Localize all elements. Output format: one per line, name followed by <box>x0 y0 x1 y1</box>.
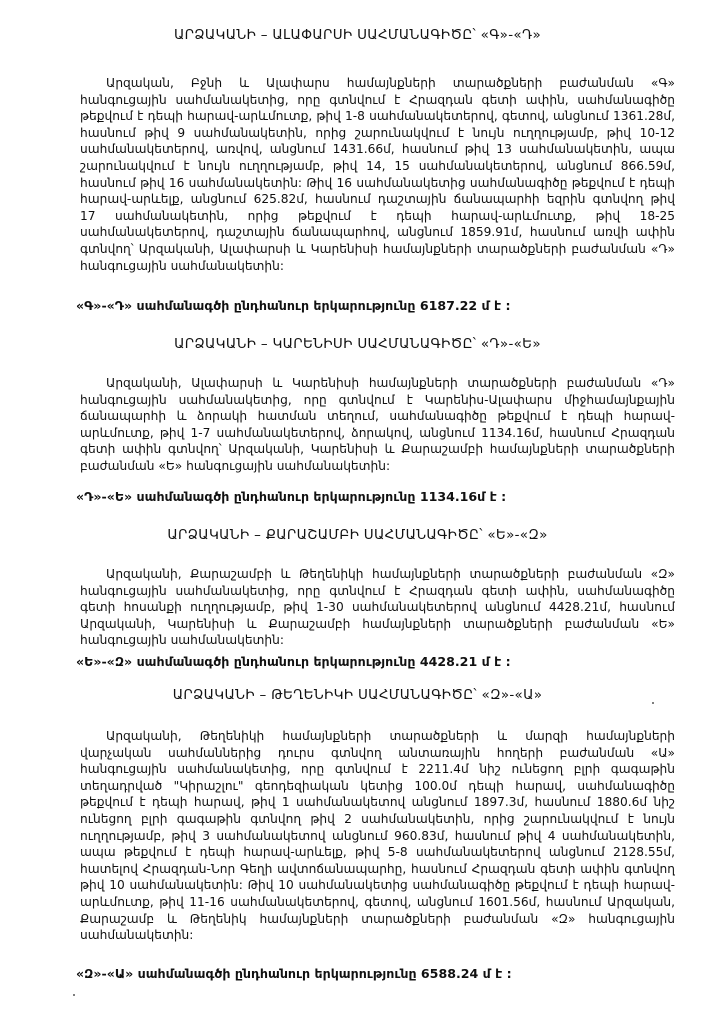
scan-speck <box>652 702 654 704</box>
paragraph-line: 17 սահմանակետին, որից թեքվում է դեպի հարավ-արևմուտք, թիվ 18-25 <box>80 208 675 223</box>
section-heading-e-z: ԱՐՁԱԿԱՆԻ – ՔԱՐԱՇԱՄԲԻ ՍԱՀՄԱՆԱԳԻԾԸ՝ «Ե»-«Զ» <box>167 527 548 543</box>
paragraph-line: սահմանակետին: <box>80 928 194 943</box>
paragraph-line: հասնում թիվ 9 սահմանակետին, որից շարունակվում է նույն ուղղությամբ, թիվ 10-12 <box>80 125 675 140</box>
paragraph-line: թեքվում է դեպի հարավ, թիվ 1 սահմանակետով անցնում 1897.3մ, հասնում 1880.6մ նիշ <box>80 795 675 810</box>
paragraph-line: գետի հոսանքի ուղղությամբ, թիվ 1-30 սահմանակետերով անցնում 4428.21մ, հասնում <box>80 600 675 615</box>
section-heading-d-e: ԱՐՁԱԿԱՆԻ – ԿԱՐԵՆԻՍԻ ՍԱՀՄԱՆԱԳԻԾԸ՝ «Դ»-«Ե» <box>174 336 541 352</box>
paragraph-line: հանգուցային սահմանակետին: <box>80 258 284 273</box>
paragraph-line: Արզականի, Կարենիսի և Քարաշամբի համայնքների տարածքների բաժանման «Ե» <box>80 616 675 631</box>
paragraph-line: հանգուցային սահմանակետից, որը գտնվում է Կարենիս-Ալափարս միջհամայնքային <box>80 392 675 407</box>
section-total-length-d-e: «Դ»-«Ե» սահմանագծի ընդհանուր երկարությունը 1134.16մ է : <box>76 489 507 504</box>
section-paragraph-g-d <box>80 75 675 274</box>
paragraph-line: հանգուցային սահմանակետին: <box>80 633 284 648</box>
paragraph-line: տեղադրված "Կիրաշլու" գեոդեզիական կետից 100.0մ դեպի հարավ, սահմանագիծը <box>80 778 675 793</box>
paragraph-line: Արզական, Բջնի և Ալափարս համայնքների տարածքների բաժանման «Գ» <box>106 76 675 90</box>
paragraph-line: վարչական սահմաններից դուրս գտնվող անտառային հողերի բաժանման «Ա» <box>80 745 675 760</box>
paragraph-line: արևմուտք, թիվ 11-16 սահմանակետերով, գետով, անցնում 1601.56մ, հասնում Արզական, <box>80 894 675 909</box>
section-paragraph-d-e <box>80 375 675 475</box>
paragraph-line: գետի ափին գտնվող՝ Արզականի, Կարենիսի և Քարաշամբի համայնքների տարածքների <box>80 442 675 457</box>
paragraph-line: Արզականի, Թեղենիկի համայնքների տարածքների և մարզի համայնքների <box>106 729 675 743</box>
paragraph-line: սահմանակետերով, դաշտային ճանապարհով, անցնում 1859.91մ, հասնում առվի ափին <box>80 225 675 240</box>
paragraph-line: հանգուցային սահմանակետից, որը գտնվում է 2211.4մ նիշ ունեցող բլրի գագաթին <box>80 762 675 777</box>
section-total-length-g-d: «Գ»-«Դ» սահմանագծի ընդհանուր երկարությունը 6187.22 մ է : <box>76 298 511 313</box>
section-total-length-e-z: «Ե»-«Զ» սահմանագծի ընդհանուր երկարությունը 4428.21 մ է : <box>76 654 511 669</box>
section-heading-z-a: ԱՐՁԱԿԱՆԻ – ԹԵՂԵՆԻԿԻ ՍԱՀՄԱՆԱԳԻԾԸ՝ «Զ»-«Ա» <box>172 687 543 703</box>
paragraph-line: հարավ-արևելք, անցնում 625.82մ, հասնում դաշտային ճանապարհի եզրին գտնվող թիվ <box>80 192 675 207</box>
paragraph-line: թիվ 10 սահմանակետին: Թիվ 10 սահմանակետից սահմանագիծը թեքվում է դեպի հարավ- <box>80 878 675 893</box>
paragraph-line: Արզականի, Քարաշամբի և Թեղենիկի համայնքների տարածքների բաժանման «Զ» <box>106 567 675 581</box>
paragraph-line: սահմանակետերով, առվով, անցնում 1431.66մ, հասնում թիվ 13 սահմանակետին, ապա <box>80 142 675 157</box>
section-heading-g-d: ԱՐՁԱԿԱՆԻ – ԱԼԱՓԱՐՍԻ ՍԱՀՄԱՆԱԳԻԾԸ՝ «Գ»-«Դ» <box>173 27 542 43</box>
section-paragraph-e-z <box>80 566 675 649</box>
section-total-length-z-a: «Զ»-«Ա» սահմանագծի ընդհանուր երկարությունը 6588.24 մ է : <box>76 966 512 981</box>
paragraph-line: բաժանման «Ե» հանգուցային սահմանակետին: <box>80 458 391 473</box>
paragraph-line: արևմուտք, թիվ 1-7 սահմանակետերով, ձորակով, անցնում 1134.16մ, հասնում Հրազդան <box>80 425 675 440</box>
paragraph-line: ունեցող բլրի գագաթին գտնվող թիվ 2 սահմանակետին, որից շարունակվում է նույն <box>80 811 675 826</box>
paragraph-line: թեքվում է դեպի հարավ-արևմուտք, թիվ 1-8 սահմանակետերով, գետով, անցնում 1361.28մ, <box>80 109 675 124</box>
paragraph-line: հանգուցային սահմանակետից, որը գտնվում է Հրազդան գետի ափին, սահմանագիծը <box>80 92 675 107</box>
section-paragraph-z-a <box>80 728 675 944</box>
paragraph-line: Քարաշամբ և Թեղենիկ համայնքների տարածքների բաժանման «Զ» հանգուցային <box>80 911 675 926</box>
paragraph-line: հանգուցային սահմանակետից, որը գտնվում է Հրազդան գետի ափին, սահմանագիծը <box>80 583 675 598</box>
paragraph-line: հատելով Հրազդան-Նոր Գեղի ավտոճանապարհը, հասնում Հրազդան գետի ափին գտնվող <box>80 861 675 876</box>
paragraph-line: գտնվող՝ Արզականի, Ալափարսի և Կարենիսի համայնքների տարածքների բաժանման «Դ» <box>80 241 675 256</box>
paragraph-line: ապա թեքվում է դեպի հարավ-արևելք, թիվ 5-8 սահմանակետերով անցնում 2128.55մ, <box>80 845 675 860</box>
paragraph-line: ճանապարհի և ձորակի հատման տեղում, սահմանագիծը թեքվում է դեպի հարավ- <box>80 409 675 424</box>
scan-speck <box>73 994 75 996</box>
paragraph-line: Արզականի, Ալափարսի և Կարենիսի համայնքների տարածքների բաժանման «Դ» <box>106 376 675 390</box>
paragraph-line: հասնում թիվ 16 սահմանակետին: Թիվ 16 սահմանակետից սահմանագիծը թեքվում է դեպի <box>80 175 675 190</box>
paragraph-line: շարունակվում է նույն ուղղությամբ, թիվ 14, 15 սահմանակետերով, անցնում 866.59մ, <box>80 158 675 173</box>
paragraph-line: ուղղությամբ, թիվ 3 սահմանակետով անցնում 960.83մ, հասնում թիվ 4 սահմանակետին, <box>80 828 675 843</box>
